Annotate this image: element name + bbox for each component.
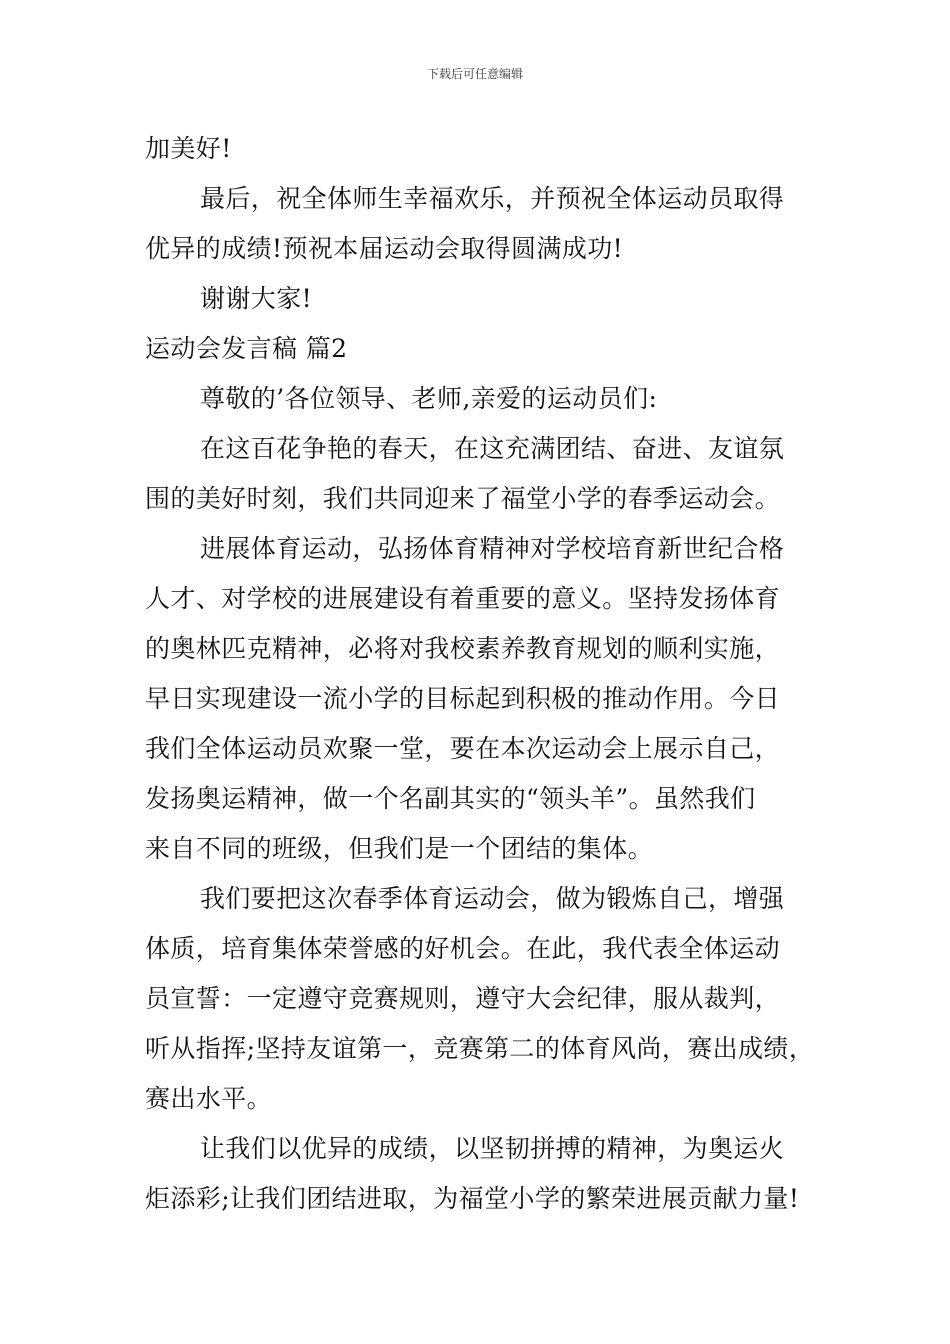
text-line: 发扬奥运精神，做一个名副其实的“领头羊”。虽然我们 [145, 784, 756, 813]
text-line: 体质，培育集体荣誉感的好机会。在此，我代表全体运动 [145, 934, 781, 963]
text-line: 我们全体运动员欢聚一堂，要在本次运动会上展示自己， [145, 734, 781, 763]
paragraph-start-line: 谢谢大家! [200, 284, 313, 313]
text-line: 炬添彩;让我们团结进取，为福堂小学的繁荣进展贡献力量! [145, 1184, 800, 1213]
text-line: 优异的成绩!预祝本届运动会取得圆满成功! [145, 234, 624, 263]
paragraph-start-line: 进展体育运动，弘扬体育精神对学校培育新世纪合格 [200, 534, 785, 563]
text-line: 听从指挥;坚持友谊第一，竞赛第二的体育风尚，赛出成绩， [145, 1034, 815, 1063]
paragraph-start-line: 我们要把这次春季体育运动会，做为锻炼自己，增强 [200, 884, 785, 913]
text-line: 围的美好时刻，我们共同迎来了福堂小学的春季运动会。 [145, 484, 781, 513]
text-line: 人才、对学校的进展建设有着重要的意义。坚持发扬体育 [145, 584, 781, 613]
paragraph-start-line: 最后，祝全体师生幸福欢乐，并预祝全体运动员取得 [200, 184, 785, 213]
page-header-note: 下载后可任意编辑 [426, 67, 523, 81]
text-line: 加美好! [145, 134, 232, 163]
text-line: 来自不同的班级，但我们是一个团结的集体。 [145, 834, 654, 863]
section-heading: 运动会发言稿 篇2 [145, 334, 348, 363]
document-body [145, 124, 835, 1224]
text-line: 早日实现建设一流小学的目标起到积极的推动作用。今日 [145, 684, 781, 713]
paragraph-start-line: 在这百花争艳的春天，在这充满团结、奋进、友谊氛 [200, 434, 785, 463]
salutation-line: 尊敬的’各位领导、老师,亲爱的运动员们: [200, 384, 658, 413]
text-line: 的奥林匹克精神，必将对我校素养教育规划的顺利实施， [145, 634, 781, 663]
paragraph-start-line: 让我们以优异的成绩，以坚韧拼搏的精神，为奥运火 [200, 1134, 785, 1163]
text-line: 赛出水平。 [145, 1084, 273, 1113]
text-line: 员宣誓：一定遵守竞赛规则，遵守大会纪律，服从裁判， [145, 984, 781, 1013]
